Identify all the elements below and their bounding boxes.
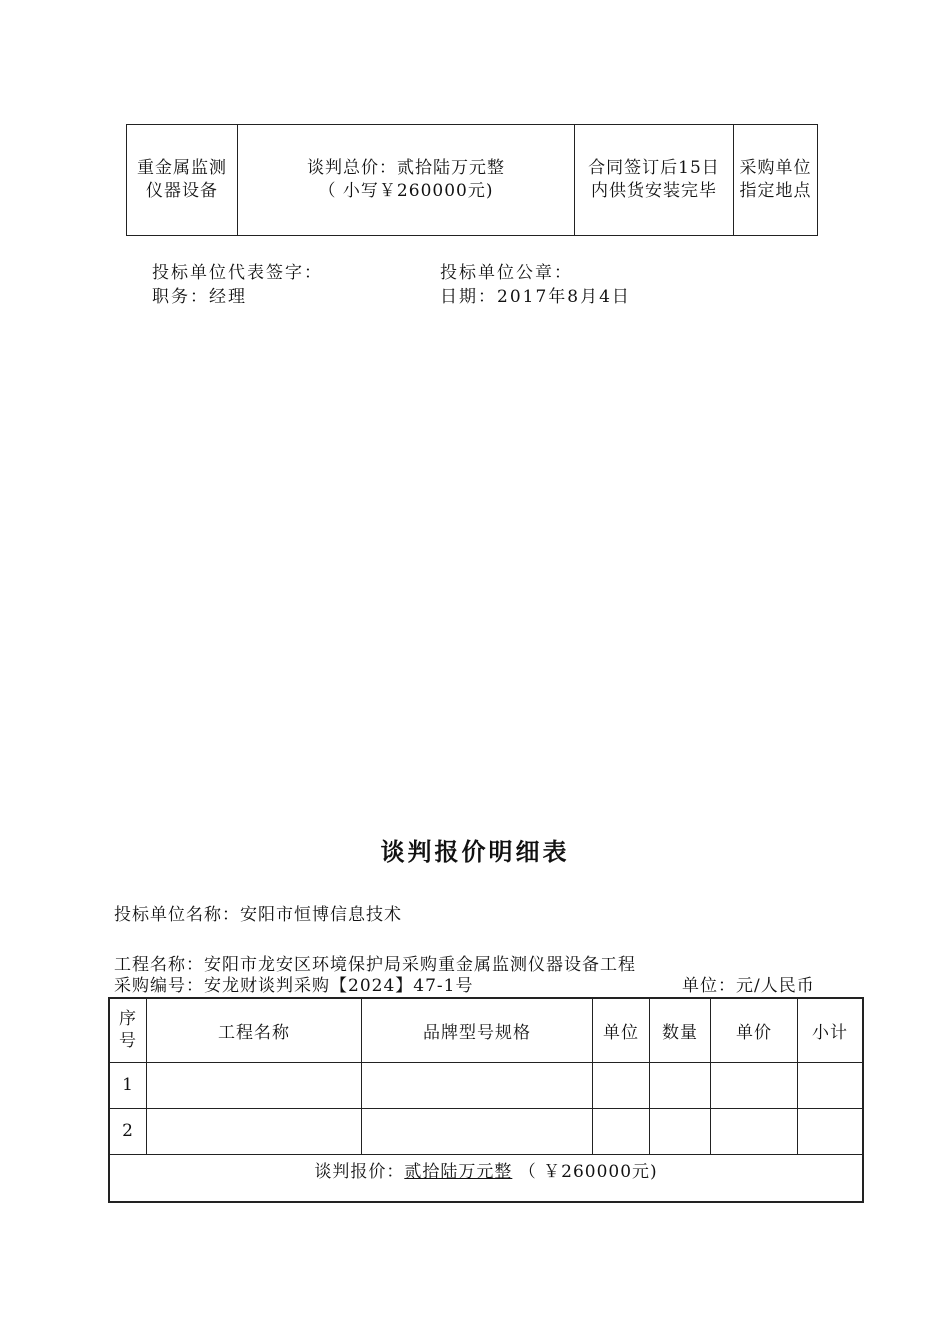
project-name: 工程名称：安阳市龙安区环境保护局采购重金属监测仪器设备工程 <box>114 955 636 975</box>
header-index-char: 序 <box>119 1009 137 1030</box>
header-index-char: 号 <box>119 1031 137 1052</box>
position-label: 职务：经理 <box>152 287 247 307</box>
delivery-cell <box>575 125 734 236</box>
row-unit-price <box>711 1108 798 1154</box>
seal-label: 投标单位公章： <box>440 263 573 283</box>
bidder-name: 投标单位名称：安阳市恒博信息技术 <box>114 905 402 925</box>
table-row <box>109 1062 863 1108</box>
row-unit <box>593 1108 650 1154</box>
summary-table <box>126 124 818 236</box>
header-unit-price: 单价 <box>711 998 798 1062</box>
delivery-line: 合同签订后15日 <box>588 158 720 178</box>
row-project-name <box>147 1108 362 1154</box>
row-quantity <box>650 1108 711 1154</box>
total-price-cell <box>238 125 575 236</box>
header-unit: 单位 <box>593 998 650 1062</box>
row-brand-model <box>362 1108 593 1154</box>
total-number: （ ￥260000元) <box>518 1161 658 1182</box>
row-index: 1 <box>109 1062 147 1108</box>
total-cell <box>109 1154 863 1202</box>
total-price-number: （ 小写￥260000元) <box>318 181 494 201</box>
header-brand-model: 品牌型号规格 <box>362 998 593 1062</box>
total-row <box>109 1154 863 1202</box>
summary-row <box>127 125 818 236</box>
delivery-line: 内供货安装完毕 <box>591 181 717 201</box>
row-quantity <box>650 1062 711 1108</box>
header-quantity: 数量 <box>650 998 711 1062</box>
currency-unit-note: 单位：元/人民币 <box>682 976 815 996</box>
detail-title: 谈判报价明细表 <box>380 838 570 866</box>
row-subtotal <box>798 1062 864 1108</box>
item-line: 重金属监测 <box>137 158 227 178</box>
row-brand-model <box>362 1062 593 1108</box>
row-index: 2 <box>109 1108 147 1154</box>
detail-table <box>108 997 864 1203</box>
total-label: 谈判报价： <box>314 1161 405 1182</box>
total-price-words: 谈判总价：贰拾陆万元整 <box>307 158 505 178</box>
item-cell <box>127 125 238 236</box>
location-line: 采购单位 <box>739 158 812 178</box>
rep-signature-label: 投标单位代表签字： <box>152 263 323 283</box>
row-subtotal <box>798 1108 864 1154</box>
row-unit-price <box>711 1062 798 1108</box>
row-unit <box>593 1062 650 1108</box>
header-project-name: 工程名称 <box>147 998 362 1062</box>
procurement-code: 采购编号：安龙财谈判采购【2024】47-1号 <box>114 976 474 996</box>
header-subtotal: 小计 <box>798 998 864 1062</box>
row-project-name <box>147 1062 362 1108</box>
location-cell <box>734 125 818 236</box>
date-label: 日期：2017年8月4日 <box>440 287 631 307</box>
total-words: 贰拾陆万元整 <box>404 1161 513 1182</box>
header-row <box>109 998 863 1062</box>
location-line: 指定地点 <box>739 181 812 201</box>
header-index <box>109 998 147 1062</box>
table-row <box>109 1108 863 1154</box>
item-line: 仪器设备 <box>146 181 218 201</box>
